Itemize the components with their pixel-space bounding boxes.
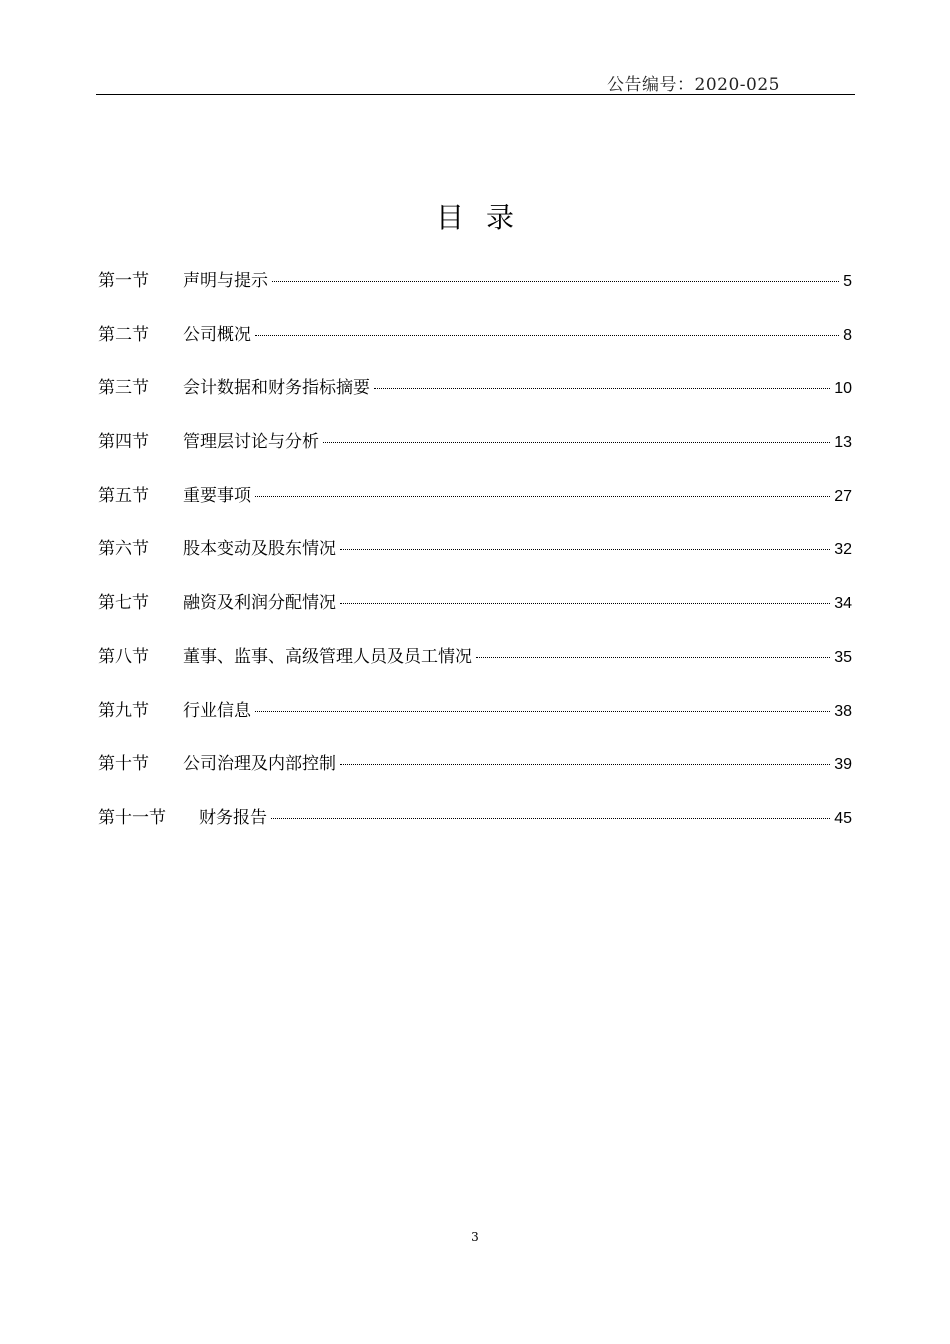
toc-dot-leader <box>374 388 830 389</box>
table-of-contents <box>98 266 852 857</box>
toc-page-number: 27 <box>834 487 852 505</box>
header-divider <box>96 94 855 95</box>
toc-dot-leader <box>340 764 830 765</box>
toc-section-title: 会计数据和财务指标摘要 <box>183 378 370 399</box>
toc-dot-leader <box>271 818 830 819</box>
toc-section-title: 财务报告 <box>199 807 267 828</box>
page-title: 目录 <box>435 201 536 234</box>
toc-page-number: 35 <box>834 648 852 666</box>
toc-entry[interactable] <box>98 373 852 427</box>
toc-section-title: 声明与提示 <box>183 271 268 291</box>
toc-entry[interactable] <box>98 481 852 535</box>
toc-entry[interactable] <box>98 803 852 857</box>
toc-page-number: 38 <box>834 702 852 720</box>
toc-section-title: 董事、监事、高级管理人员及员工情况 <box>183 646 472 667</box>
toc-dot-leader <box>255 335 839 336</box>
toc-dot-leader <box>255 496 830 497</box>
toc-section-number: 第十一节 <box>98 807 166 828</box>
toc-page-number: 34 <box>834 595 852 613</box>
toc-page-number: 39 <box>834 756 852 774</box>
toc-section-number: 第十节 <box>98 754 149 775</box>
toc-page-number: 32 <box>834 541 852 559</box>
toc-section-title: 公司治理及内部控制 <box>183 754 336 775</box>
toc-dot-leader <box>272 281 839 282</box>
toc-section-title: 股本变动及股东情况 <box>183 539 336 560</box>
toc-section-number: 第八节 <box>98 646 149 667</box>
toc-entry[interactable] <box>98 266 852 320</box>
toc-page-number: 45 <box>834 809 852 827</box>
toc-section-number: 第九节 <box>98 700 149 721</box>
toc-entry[interactable] <box>98 749 852 803</box>
toc-section-number: 第三节 <box>98 378 149 399</box>
announcement-number: 公告编号：2020-025 <box>607 75 780 95</box>
toc-page-number: 5 <box>843 273 852 290</box>
toc-dot-leader <box>476 657 830 658</box>
toc-section-number: 第四节 <box>98 432 149 453</box>
toc-page-number: 13 <box>834 434 852 452</box>
toc-section-number: 第一节 <box>98 271 149 291</box>
toc-section-number: 第七节 <box>98 593 149 614</box>
toc-section-title: 管理层讨论与分析 <box>183 432 319 453</box>
toc-entry[interactable] <box>98 696 852 750</box>
toc-page-number: 10 <box>834 380 852 398</box>
toc-dot-leader <box>323 442 830 443</box>
toc-section-title: 行业信息 <box>183 700 251 721</box>
toc-entry[interactable] <box>98 320 852 374</box>
toc-section-title: 公司概况 <box>183 324 251 345</box>
toc-section-number: 第六节 <box>98 539 149 560</box>
toc-dot-leader <box>340 549 830 550</box>
toc-section-number: 第五节 <box>98 485 149 506</box>
toc-page-number: 8 <box>843 326 852 344</box>
toc-entry[interactable] <box>98 427 852 481</box>
page-number: 3 <box>471 1230 479 1244</box>
toc-entry[interactable] <box>98 642 852 696</box>
toc-section-title: 融资及利润分配情况 <box>183 593 336 614</box>
toc-section-title: 重要事项 <box>183 485 251 506</box>
toc-entry[interactable] <box>98 588 852 642</box>
toc-section-number: 第二节 <box>98 324 149 345</box>
toc-dot-leader <box>340 603 830 604</box>
toc-entry[interactable] <box>98 534 852 588</box>
toc-dot-leader <box>255 711 830 712</box>
